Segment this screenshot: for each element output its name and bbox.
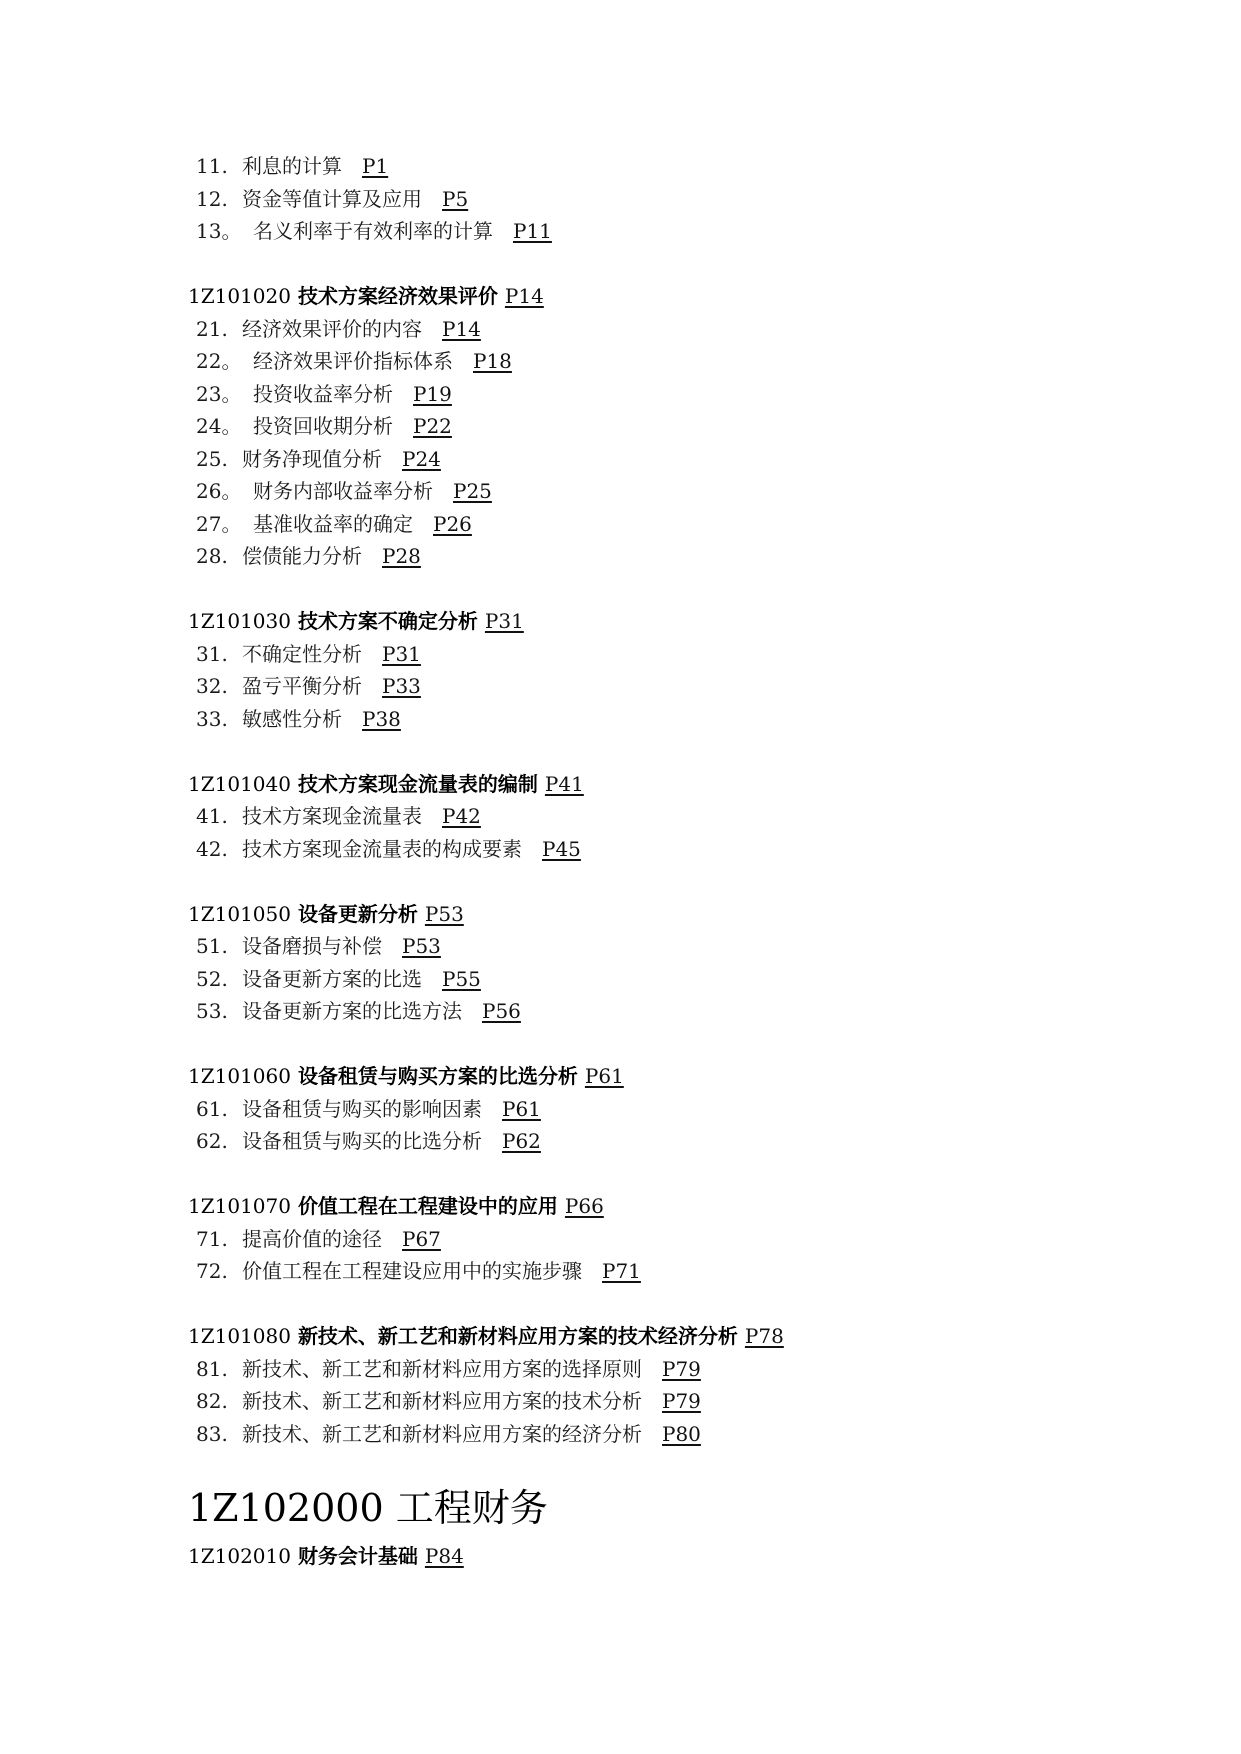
item-number: 25.: [196, 447, 228, 471]
page-link[interactable]: P80: [662, 1422, 701, 1446]
page-link[interactable]: P42: [442, 804, 481, 828]
item-text: 设备租赁与购买的影响因素: [242, 1097, 482, 1121]
page-link[interactable]: P66: [564, 1194, 604, 1218]
section-title: 设备更新分析: [297, 902, 418, 926]
section-heading: [188, 1066, 624, 1086]
item-text: 价值工程在工程建设应用中的实施步骤: [242, 1259, 582, 1283]
list-item: [196, 644, 421, 664]
list-item: [196, 514, 472, 534]
page-link[interactable]: P78: [744, 1324, 784, 1348]
item-number: 72.: [196, 1259, 228, 1283]
list-item: [196, 1261, 641, 1281]
item-text: 提高价值的途径: [242, 1227, 382, 1251]
list-item: [196, 1359, 701, 1379]
section-heading: [188, 286, 544, 306]
item-text: 不确定性分析: [242, 642, 362, 666]
page-link[interactable]: P5: [442, 187, 469, 211]
item-number: 23。: [196, 382, 242, 406]
list-item: [196, 709, 401, 729]
item-number: 21.: [196, 317, 228, 341]
page-link[interactable]: P56: [482, 999, 521, 1023]
chapter-title: 工程财务: [395, 1486, 548, 1530]
list-item: [196, 806, 481, 826]
item-text: 设备更新方案的比选: [242, 967, 422, 991]
item-text: 利息的计算: [242, 154, 342, 178]
item-number: 61.: [196, 1097, 228, 1121]
section-heading: [188, 1196, 604, 1216]
item-number: 81.: [196, 1357, 228, 1381]
list-item: [196, 384, 452, 404]
item-number: 27。: [196, 512, 242, 536]
section-title: 技术方案不确定分析: [297, 609, 478, 633]
section-heading: [188, 904, 464, 924]
item-number: 51.: [196, 934, 228, 958]
list-item: [196, 1131, 541, 1151]
list-item: [196, 546, 421, 566]
page-link[interactable]: P71: [602, 1259, 641, 1283]
section-heading: [188, 1326, 784, 1346]
item-number: 41.: [196, 804, 228, 828]
item-text: 投资回收期分析: [253, 414, 393, 438]
section-title: 新技术、新工艺和新材料应用方案的技术经济分析: [297, 1324, 738, 1348]
item-number: 32.: [196, 674, 228, 698]
section-code: 1Z101030: [188, 609, 291, 633]
list-item: [196, 319, 481, 339]
section-code: 1Z101050: [188, 902, 291, 926]
page-link[interactable]: P53: [424, 902, 464, 926]
list-item: [196, 221, 552, 241]
item-number: 26。: [196, 479, 242, 503]
page-link[interactable]: P14: [442, 317, 481, 341]
item-text: 新技术、新工艺和新材料应用方案的经济分析: [242, 1422, 642, 1446]
list-item: [196, 1099, 541, 1119]
list-item: [196, 481, 492, 501]
item-text: 新技术、新工艺和新材料应用方案的技术分析: [242, 1389, 642, 1413]
page-link[interactable]: P33: [382, 674, 421, 698]
item-text: 财务净现值分析: [242, 447, 382, 471]
item-number: 22。: [196, 349, 242, 373]
list-item: [196, 189, 468, 209]
page-link[interactable]: P84: [424, 1544, 464, 1568]
item-number: 12.: [196, 187, 228, 211]
page-link[interactable]: P18: [473, 349, 512, 373]
chapter-heading: [188, 1486, 548, 1530]
list-item: [196, 969, 481, 989]
page-link[interactable]: P55: [442, 967, 481, 991]
page-link[interactable]: P25: [453, 479, 492, 503]
page-link[interactable]: P24: [402, 447, 441, 471]
item-text: 敏感性分析: [242, 707, 342, 731]
page-link[interactable]: P45: [542, 837, 581, 861]
item-text: 设备更新方案的比选方法: [242, 999, 462, 1023]
item-text: 基准收益率的确定: [253, 512, 413, 536]
list-item: [196, 156, 388, 176]
page-link[interactable]: P28: [382, 544, 421, 568]
item-text: 投资收益率分析: [253, 382, 393, 406]
list-item: [196, 449, 441, 469]
section-heading: [188, 611, 524, 631]
section-title: 财务会计基础: [297, 1544, 418, 1568]
page-link[interactable]: P26: [433, 512, 472, 536]
section-title: 技术方案经济效果评价: [297, 284, 498, 308]
page-link[interactable]: P14: [504, 284, 544, 308]
list-item: [196, 351, 512, 371]
page-link[interactable]: P31: [484, 609, 524, 633]
page-link[interactable]: P79: [662, 1357, 701, 1381]
list-item: [196, 1229, 441, 1249]
page-link[interactable]: P79: [662, 1389, 701, 1413]
page-link[interactable]: P31: [382, 642, 421, 666]
item-text: 偿债能力分析: [242, 544, 362, 568]
page-link[interactable]: P41: [544, 772, 584, 796]
list-item: [196, 1001, 521, 1021]
item-text: 资金等值计算及应用: [242, 187, 422, 211]
item-text: 设备磨损与补偿: [242, 934, 382, 958]
item-text: 技术方案现金流量表: [242, 804, 422, 828]
page-link[interactable]: P22: [413, 414, 452, 438]
item-number: 31.: [196, 642, 228, 666]
item-text: 经济效果评价的内容: [242, 317, 422, 341]
section-code: 1Z101020: [188, 284, 291, 308]
item-number: 53.: [196, 999, 228, 1023]
item-number: 83.: [196, 1422, 228, 1446]
page-link[interactable]: P38: [362, 707, 401, 731]
item-number: 13。: [196, 219, 242, 243]
item-text: 名义利率于有效利率的计算: [253, 219, 493, 243]
item-number: 42.: [196, 837, 228, 861]
chapter-code: 1Z102000: [188, 1486, 384, 1530]
section-heading: [188, 774, 584, 794]
item-number: 71.: [196, 1227, 228, 1251]
page-link[interactable]: P61: [502, 1097, 541, 1121]
section-code: 1Z101080: [188, 1324, 291, 1348]
section-heading: [188, 1546, 464, 1566]
item-text: 技术方案现金流量表的构成要素: [242, 837, 522, 861]
section-code: 1Z101040: [188, 772, 291, 796]
page-link[interactable]: P1: [362, 154, 389, 178]
item-text: 经济效果评价指标体系: [253, 349, 453, 373]
page-link[interactable]: P62: [502, 1129, 541, 1153]
section-code: 1Z101060: [188, 1064, 291, 1088]
list-item: [196, 416, 452, 436]
section-code: 1Z101070: [188, 1194, 291, 1218]
section-title: 设备租赁与购买方案的比选分析: [297, 1064, 578, 1088]
item-text: 设备租赁与购买的比选分析: [242, 1129, 482, 1153]
list-item: [196, 676, 421, 696]
page-link[interactable]: P11: [513, 219, 552, 243]
list-item: [196, 1424, 701, 1444]
item-text: 新技术、新工艺和新材料应用方案的选择原则: [242, 1357, 642, 1381]
list-item: [196, 1391, 701, 1411]
page-link[interactable]: P53: [402, 934, 441, 958]
item-number: 62.: [196, 1129, 228, 1153]
item-text: 盈亏平衡分析: [242, 674, 362, 698]
item-number: 24。: [196, 414, 242, 438]
page-link[interactable]: P67: [402, 1227, 441, 1251]
page-link[interactable]: P19: [413, 382, 452, 406]
page-link[interactable]: P61: [584, 1064, 624, 1088]
section-title: 技术方案现金流量表的编制: [297, 772, 538, 796]
item-text: 财务内部收益率分析: [253, 479, 433, 503]
item-number: 33.: [196, 707, 228, 731]
list-item: [196, 839, 581, 859]
item-number: 11.: [196, 154, 228, 178]
section-title: 价值工程在工程建设中的应用: [297, 1194, 558, 1218]
item-number: 28.: [196, 544, 228, 568]
item-number: 52.: [196, 967, 228, 991]
section-code: 1Z102010: [188, 1544, 291, 1568]
item-number: 82.: [196, 1389, 228, 1413]
list-item: [196, 936, 441, 956]
